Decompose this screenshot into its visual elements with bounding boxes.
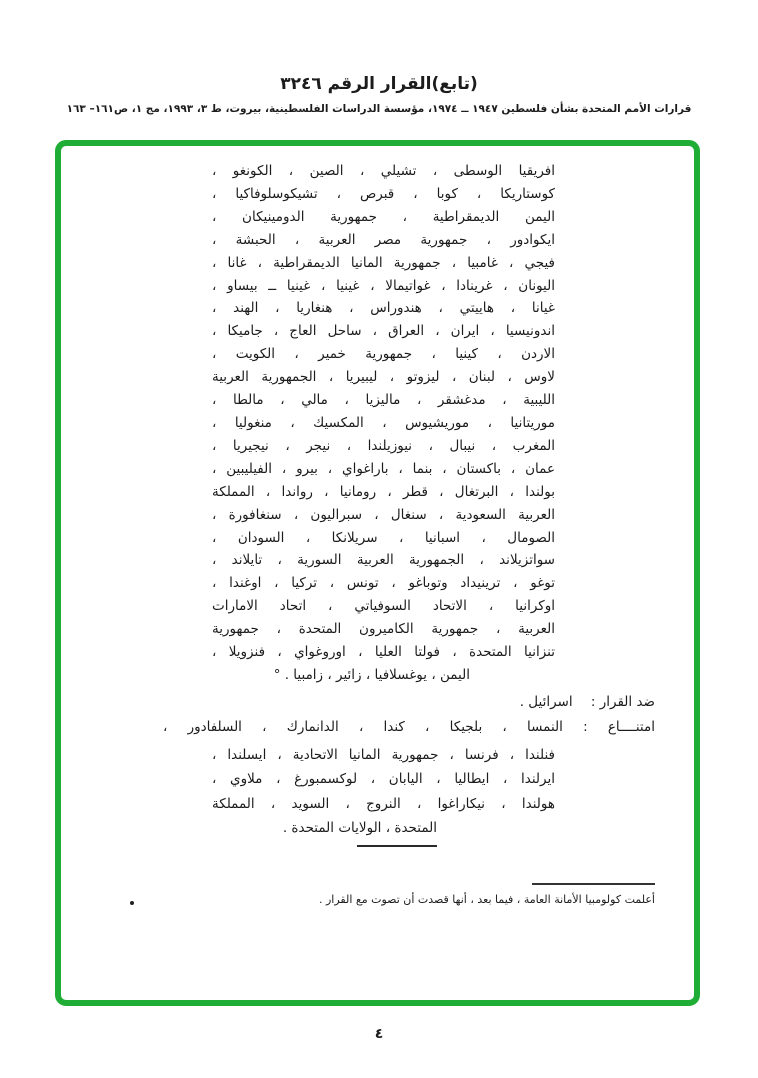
- footnote-text: أعلمت كولومبيا الأمانة العامة ، فيما بعد ، أنها قصدت أن تصوت مع القرار .: [318, 893, 655, 906]
- abstention-line-last: المتحدة ، الولايات المتحدة .: [282, 819, 437, 836]
- favor-line: الليبية ، مدغشقر ، ماليزيا ، مالي ، مالطا ،: [212, 392, 555, 409]
- favor-line: العربية السعودية ، سنغال ، سبراليون ، سنغافورة ،: [212, 506, 555, 523]
- favor-line: المغرب ، نيبال ، نيوزيلندا ، نيجر ، نيجيريا ،: [212, 437, 555, 454]
- favor-line: اندونيسيا ، ايران ، العراق ، ساحل العاج ، جاميكا ،: [212, 323, 555, 340]
- favor-line: غيانا ، هاييتي ، هندوراس ، هنغاريا ، الهند ،: [212, 300, 555, 317]
- favor-line: اوكرانيا ، الاتحاد السوفياتي ، اتحاد الامارات: [212, 598, 555, 615]
- favor-line: الاردن ، كينيا ، جمهورية خمير ، الكويت ،: [212, 346, 555, 363]
- favor-line: فيجي ، غامبيا ، جمهورية المانيا الديمقراطية ، غانا ،: [212, 254, 555, 271]
- abstention-line: النمسا ، بلجيكا ، كندا ، الدانمارك ، السلفادور ،: [163, 719, 563, 735]
- footnote-marker-dot: [130, 901, 134, 905]
- favor-line: توغو ، ترينيداد وتوباغو ، تونس ، تركيا ، اوغندا ،: [212, 575, 555, 592]
- favor-line: الصومال ، اسبانيا ، سريلانكا ، السودان ،: [212, 529, 555, 546]
- against-vote-line: [520, 694, 655, 710]
- against-label: ضد القرار :: [590, 694, 655, 710]
- favor-line: ايكوادور ، جمهورية مصر العربية ، الحبشة ،: [212, 231, 555, 248]
- favor-line: عمان ، باكستان ، بنما ، باراغواي ، بيرو ، الفيليبين ،: [212, 460, 555, 477]
- favor-line: اليمن الديمقراطية ، جمهورية الدومينيكان ،: [212, 208, 555, 225]
- favor-line: تنزانيا المتحدة ، فولتا العليا ، اوروغواي ، فنزويلا ،: [212, 644, 555, 661]
- abstention-paragraph: [212, 743, 555, 840]
- abstention-line: ايرلندا ، ايطاليا ، اليابان ، لوكسمبورغ ، ملاوي ،: [212, 771, 555, 788]
- favor-line: موريتانيا ، موريشيوس ، المكسيك ، منغوليا ،: [212, 414, 555, 431]
- favor-votes-paragraph: [212, 160, 555, 687]
- favor-line: بولندا ، البرتغال ، قطر ، رومانيا ، رواندا ، المملكة: [212, 483, 555, 500]
- closing-rule: [357, 845, 437, 847]
- favor-line: لاوس ، لبنان ، ليزوتو ، ليبيريا ، الجمهورية العربية: [212, 369, 555, 386]
- footnote-rule: [532, 883, 655, 885]
- page-title: (تابع)القرار الرقم ٣٢٤٦: [280, 74, 478, 94]
- abstention-label: امتنــــاع :: [583, 719, 655, 735]
- favor-line: اليونان ، غرينادا ، غواتيمالا ، غينيا ، غينيا ــ بيساو ،: [212, 277, 555, 294]
- abstention-line: فنلندا ، فرنسا ، جمهورية المانيا الاتحادية ، ايسلندا ،: [212, 747, 555, 763]
- favor-line: سواتزيلاند ، الجمهورية العربية السورية ، تايلاند ،: [212, 552, 555, 569]
- favor-line: افريقيا الوسطى ، تشيلي ، الصين ، الكونغو ،: [212, 163, 555, 179]
- abstention-line: هولندا ، نيكاراغوا ، النروج ، السويد ، المملكة: [212, 795, 555, 812]
- against-value: اسرائيل .: [519, 694, 573, 710]
- favor-line-last: اليمن ، يوغسلافيا ، زائير ، زامبيا . °: [273, 666, 470, 683]
- favor-line: كوستاريكا ، كوبا ، قبرص ، تشيكوسلوفاكيا ،: [212, 185, 555, 202]
- page-number: ٤: [374, 1026, 384, 1042]
- favor-line: العربية ، جمهورية الكاميرون المتحدة ، جمهورية: [212, 621, 555, 638]
- abstention-first-line: [163, 719, 655, 735]
- source-citation: قرارات الأمم المتحدة بشأن فلسطين ١٩٤٧ ــ ١٩٧٤، مؤسسة الدراسات الفلسطينية، بيروت، ط ٣، ١٩٩٣، مج ١، ص١٦١– ١٦٣: [66, 103, 692, 115]
